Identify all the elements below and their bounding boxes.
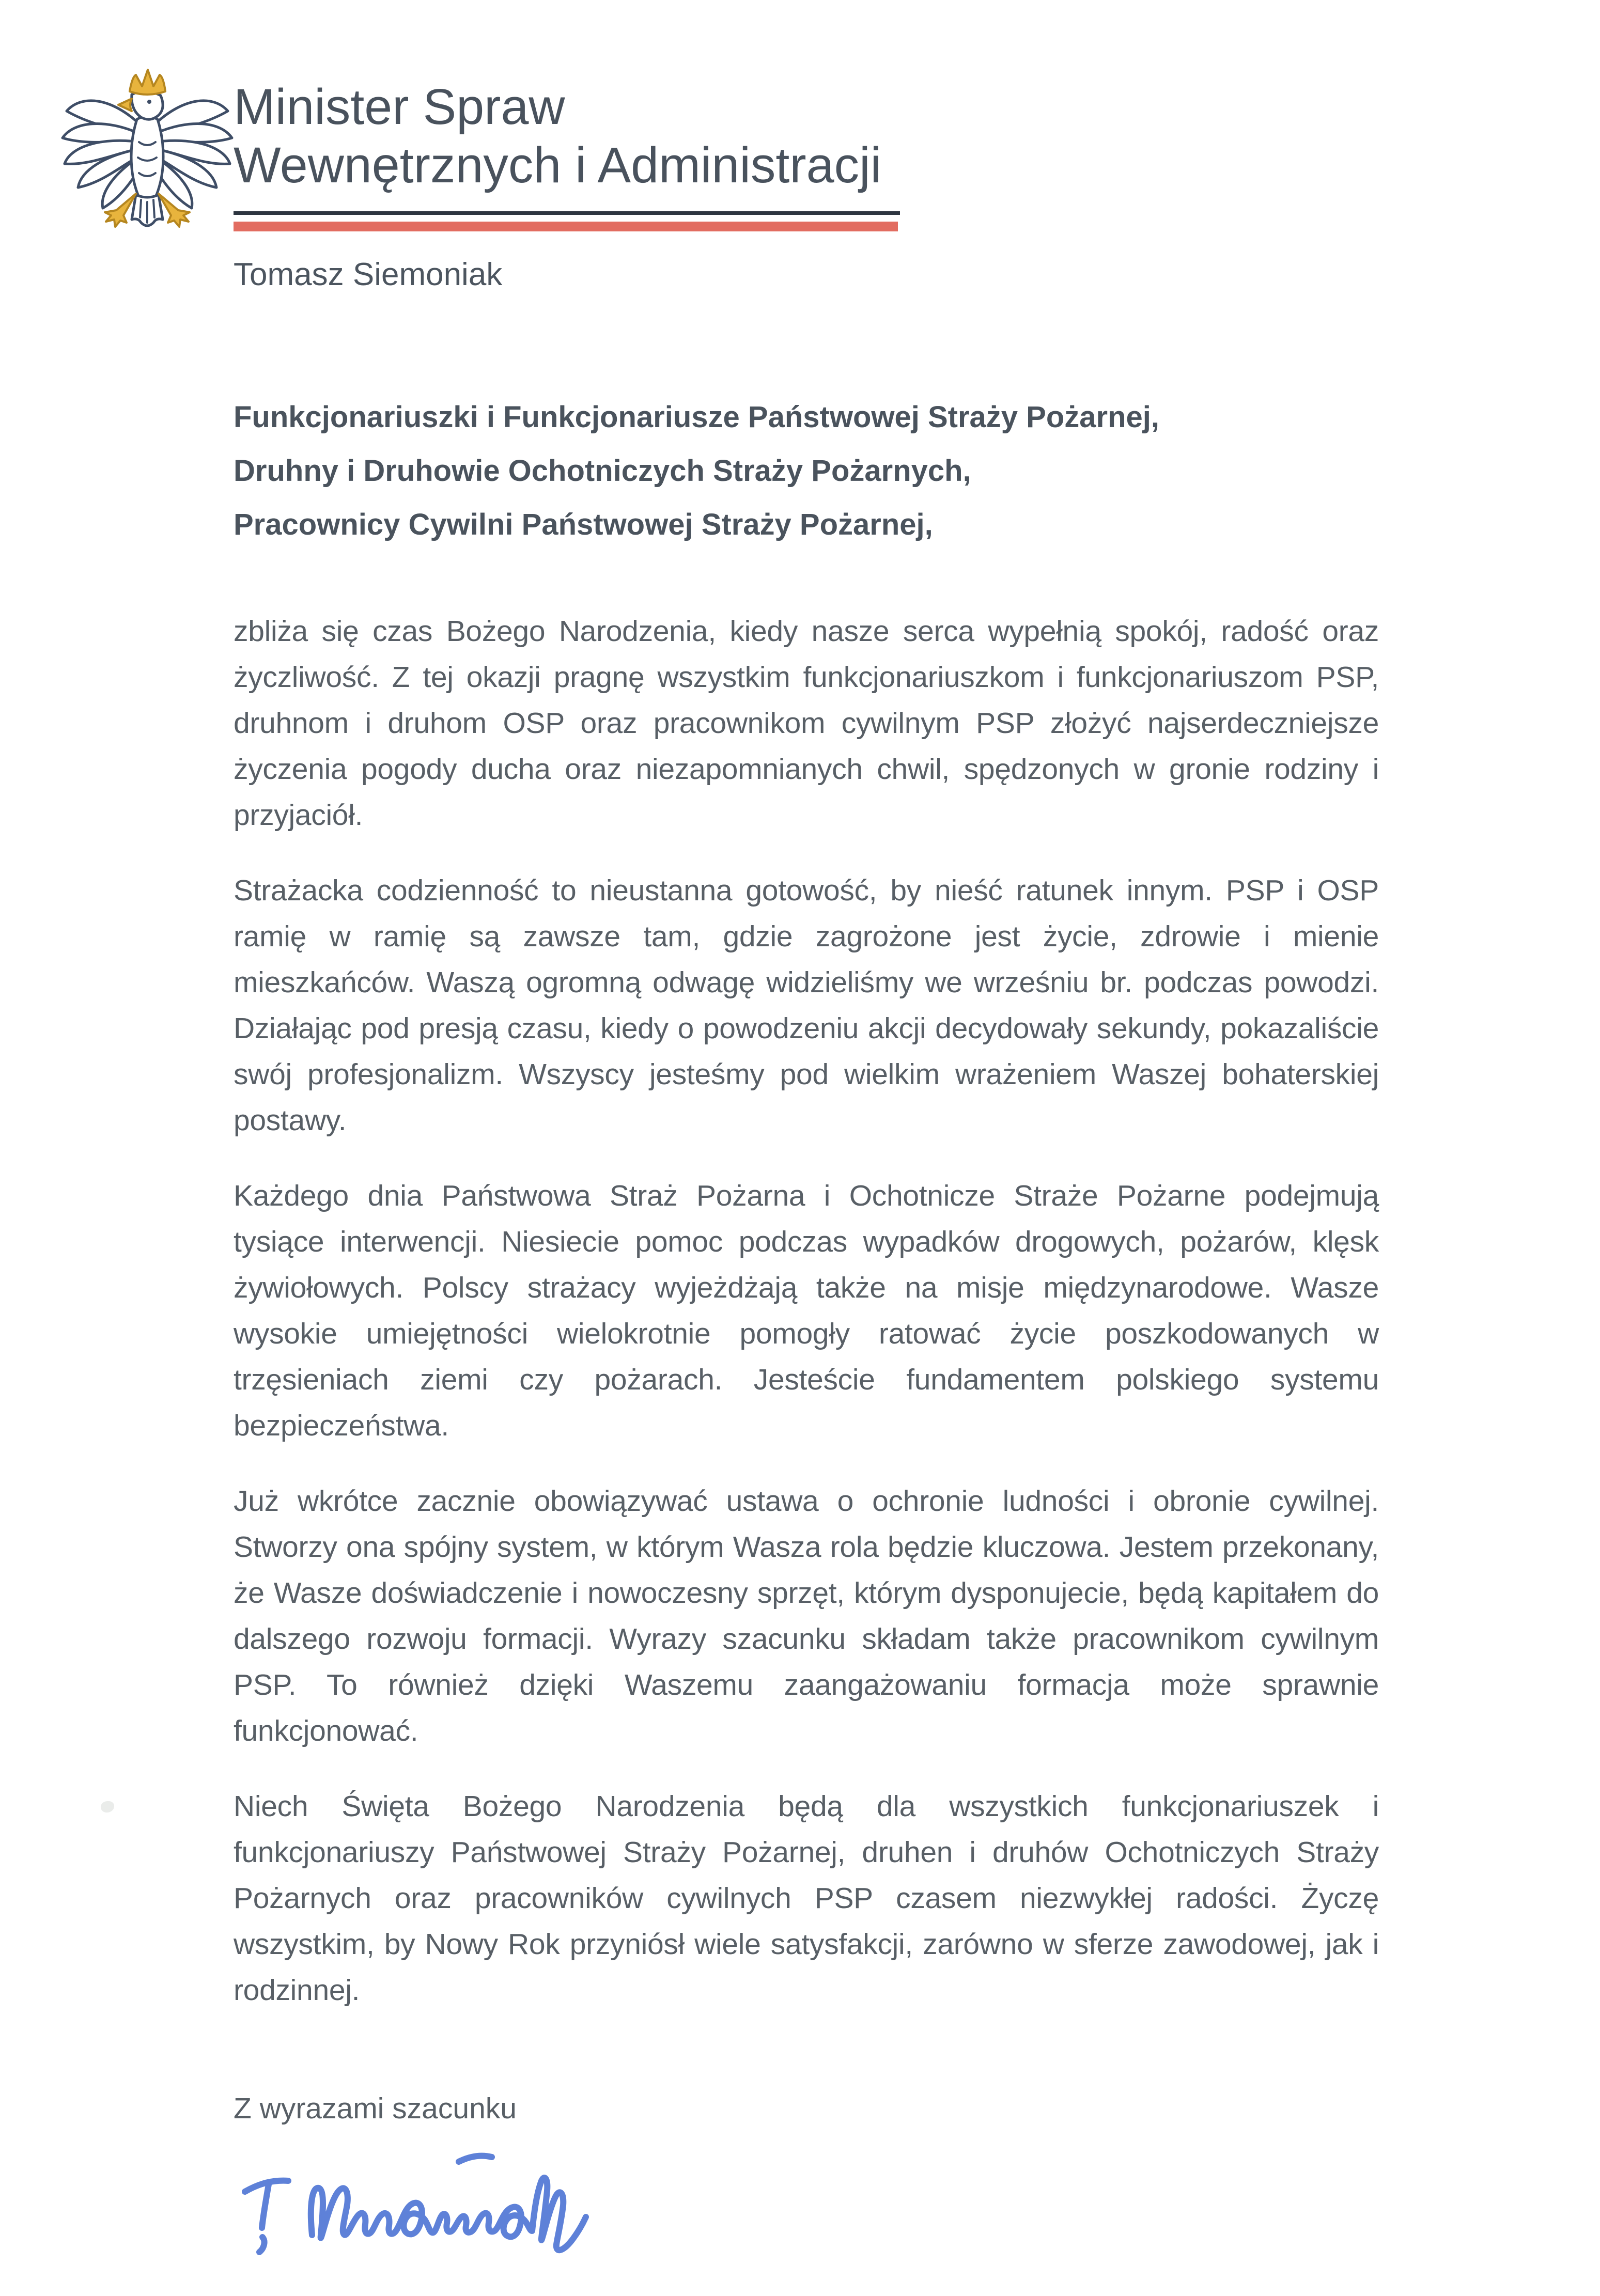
salutation-block [234, 391, 1379, 552]
closing-phrase: Z wyrazami szacunku [234, 2092, 517, 2125]
scan-artifact [101, 1801, 114, 1813]
paragraph: Strażacka codzienność to nieustanna gotowość, by nieść ratunek innym. PSP i OSP ramię w ramię są zawsze tam, gdzie zagrożone jest życie, zdrowie i mienie mieszkańców. Waszą ogromną odwagę widzieliśmy we wrześniu br. podczas powodzi. Działając pod presją czasu, kiedy o powodzeniu akcji decydowały sekundy, pokazaliście swój profesjonalizm. Wszyscy jesteśmy pod wielkim wrażeniem Waszej bohaterskiej postawy. [234, 874, 1379, 1137]
letter-body [234, 391, 1379, 2273]
paragraph: Każdego dnia Państwowa Straż Pożarna i Ochotnicze Straże Pożarne podejmują tysiące interwencji. Niesiecie pomoc podczas wypadków drogowych, pożarów, klęsk żywiołowych. Polscy strażacy wyjeżdżają także na misje międzynarodowe. Wasze wysokie umiejętności wielokrotnie pomogły ratować życie poszkodowanych w trzęsieniach ziemi czy pożarach. Jesteście fundamentem polskiego systemu bezpieczeństwa. [234, 1179, 1379, 1442]
header-rule-dark [234, 211, 900, 215]
polish-eagle-coat-of-arms-icon [54, 65, 240, 261]
minister-name: Tomasz Siemoniak [234, 257, 503, 292]
ministry-title-line2: Wewnętrznych i Administracji [234, 137, 882, 193]
salutation-line: Funkcjonariuszki i Funkcjonariusze Państwowej Straży Pożarnej, [234, 400, 1160, 434]
salutation-line: Druhny i Druhowie Ochotniczych Straży Pożarnych, [234, 454, 971, 488]
salutation-line: Pracownicy Cywilni Państwowej Straży Pożarnej, [234, 508, 933, 541]
paragraph: Niech Święta Bożego Narodzenia będą dla wszystkich funkcjonariuszek i funkcjonariuszy Państwowej Straży Pożarnej, druhen i druhów Ochotniczych Straży Pożarnych oraz pracowników cywilnych PSP czasem niezwykłej radości. Życzę wszystkim, by Nowy Rok przyniósł wiele satysfakcji, zarówno w sferze zawodowej, jak i rodzinnej. [234, 1790, 1379, 2007]
header-rule-red [234, 222, 898, 231]
signature-handwriting [237, 2149, 598, 2273]
paragraph: zbliża się czas Bożego Narodzenia, kiedy nasze serca wypełnią spokój, radość oraz życzliwość. Z tej okazji pragnę wszystkim funkcjonariuszkom i funkcjonariuszom PSP, druhnom i druhom OSP oraz pracownikom cywilnym PSP złożyć najserdeczniejsze życzenia pogody ducha oraz niezapomnianych chwil, spędzonych w gronie rodziny i przyjaciół. [234, 615, 1379, 832]
letter-paragraphs [234, 608, 1379, 2013]
ministry-title [234, 77, 881, 194]
ministry-title-line1: Minister Spraw [234, 79, 565, 135]
paragraph: Już wkrótce zacznie obowiązywać ustawa o ochronie ludności i obronie cywilnej. Stworzy ona spójny system, w którym Wasza rola będzie kluczowa. Jestem przekonany, że Wasze doświadczenie i nowoczesny sprzęt, którym dysponujecie, będą kapitałem do dalszego rozwoju formacji. Wyrazy szacunku składam także pracownikom cywilnym PSP. To również dzięki Waszemu zaangażowaniu formacja może sprawnie funkcjonować. [234, 1485, 1379, 1747]
